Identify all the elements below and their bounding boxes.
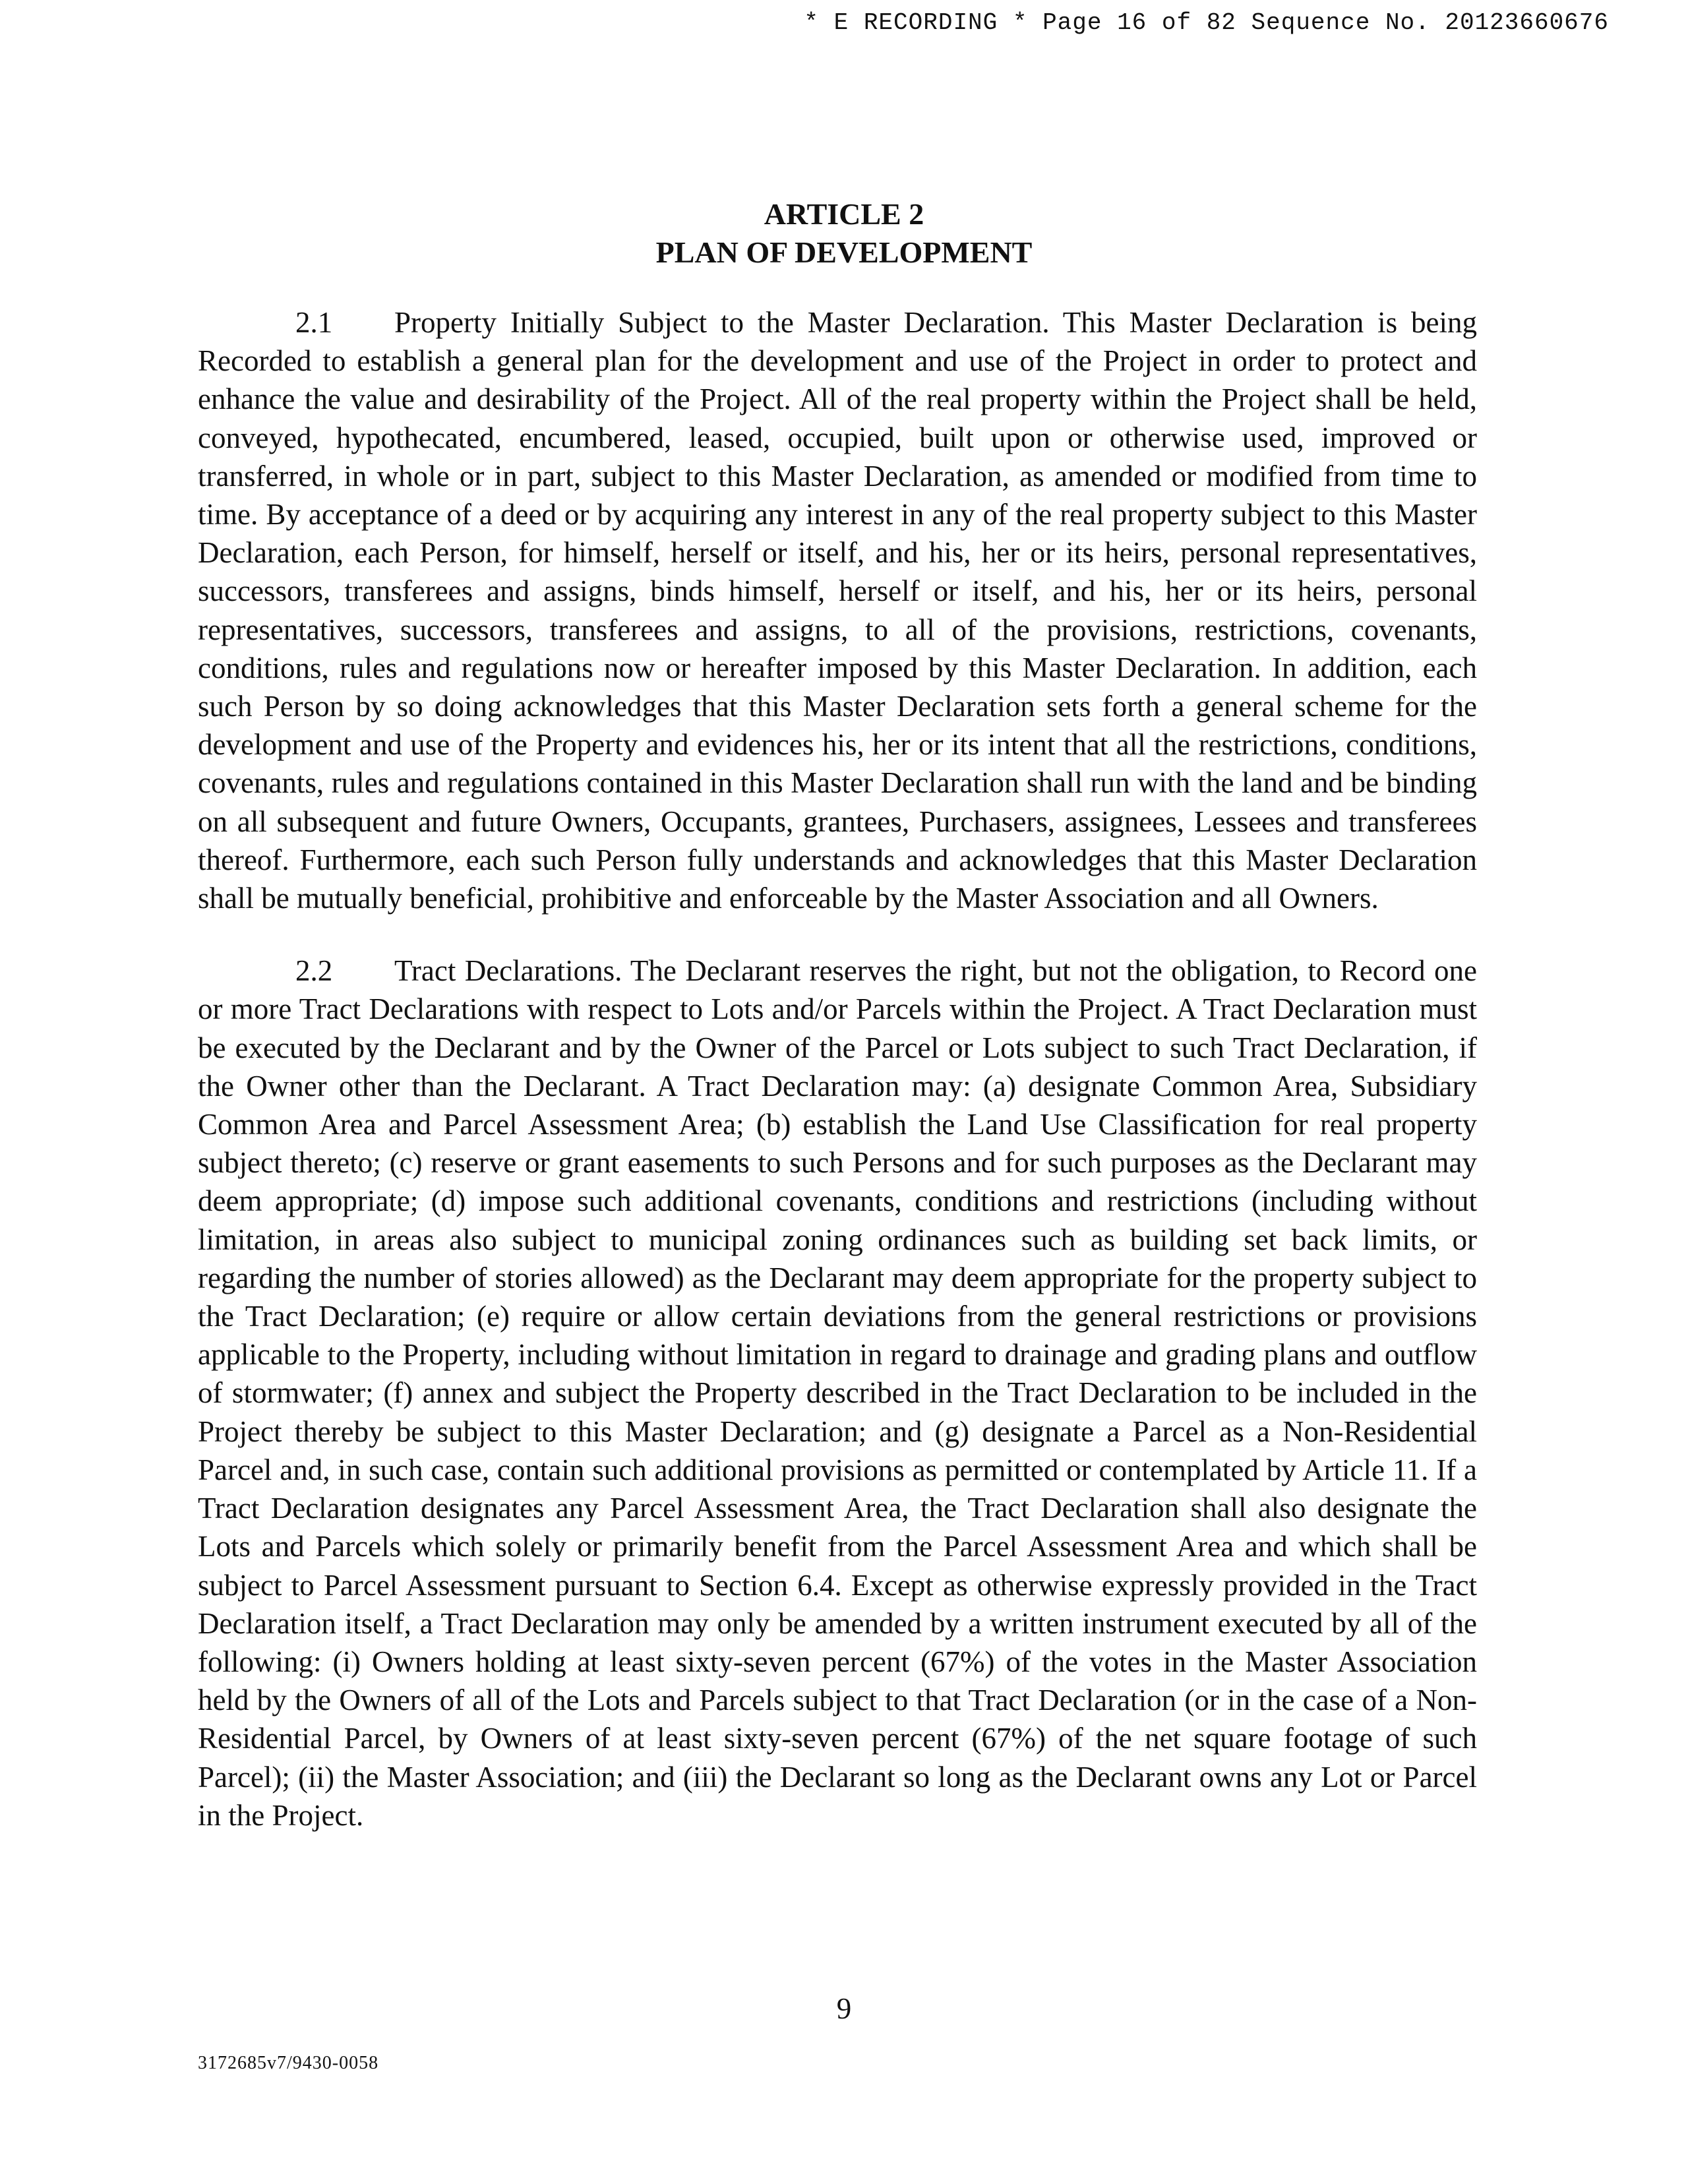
section-text: Tract Declarations. The Declarant reserves the right, but not the obligation, to Record one or more Tract Declarations with respect to Lots and/or Parcels within the Project. A Tract Declaration must be executed by the Declarant and by the Owner of the Parcel or Lots subject to such Tract Declaration, if the Owner other than the Declarant. A Tract Declaration may: (a) designate Common Area, Subsidiary Common Area and Parcel Assessment Area; (b) establish the Land Use Classification for real property subject thereto; (c) reserve or grant easements to such Persons and for such purposes as the Declarant may deem appropriate; (d) impose such additional covenants, conditions and restrictions (including without limitation, in areas also subject to municipal zoning ordinances such as building set back limits, or regarding the number of stories allowed) as the Declarant may deem appropriate for the property subject to the Tract Declaration; (e) require or allow certain deviations from the general restrictions or provisions applicable to the Property, including without limitation in regard to drainage and grading plans and outflow of stormwater; (f) annex and subject the Property described in the Tract Declaration to be included in the Project thereby be subject to this Master Declaration; and (g) designate a Parcel as a Non-Residential Parcel and, in such case, contain such additional provisions as permitted or contemplated by Article 11. If a Tract Declaration designates any Parcel Assessment Area, the Tract Declaration shall also designate the Lots and Parcels which solely or primarily benefit from the Parcel Assessment Area and which shall be subject to Parcel Assessment pursuant to Section 6.4. Except as otherwise expressly provided in the Tract Declaration itself, a Tract Declaration may only be amended by a written instrument executed by all of the following: (i) Owners holding at least sixty-seven percent (67%) of the votes in the Master Association held by the Owners of all of the Lots and Parcels subject to that Tract Declaration (or in the case of a Non-Residential Parcel, by Owners of at least sixty-seven percent (67%) of the net square footage of such Parcel); (ii) the Master Association; and (iii) the Declarant so long as the Declarant owns any Lot or Parcel in the Project. [198,954,1477,1832]
section-number: 2.2 [295,954,333,988]
article-number: ARTICLE 2 [764,197,924,231]
section-text: Property Initially Subject to the Master Declaration. This Master Declaration is being Recorded to establish a general plan for the development and use of the Project in order to protect and enhance the value and desirability of the Project. All of the real property within the Project shall be held, conveyed, hypothecated, encumbered, leased, occupied, built upon or otherwise used, improved or transferred, in whole or in part, subject to this Master Declaration, as amended or modified from time to time. By acceptance of a deed or by acquiring any interest in any of the real property subject to this Master Declaration, each Person, for himself, herself or itself, and his, her or its heirs, personal representatives, successors, transferees and assigns, binds himself, herself or itself, and his, her or its heirs, personal representatives, successors, transferees and assigns, to all of the provisions, restrictions, covenants, conditions, rules and regulations now or hereafter imposed by this Master Declaration. In addition, each such Person by so doing acknowledges that this Master Declaration sets forth a general scheme for the development and use of the Property and evidences his, her or its intent that all the restrictions, conditions, covenants, rules and regulations contained in this Master Declaration shall run with the land and be binding on all subsequent and future Owners, Occupants, grantees, Purchasers, assignees, Lessees and transferees thereof. Furthermore, each such Person fully understands and acknowledges that this Master Declaration shall be mutually beneficial, prohibitive and enforceable by the Master Association and all Owners. [198,306,1477,915]
recording-stamp: * E RECORDING * Page 16 of 82 Sequence No. 20123660676 [804,9,1609,36]
article-title: PLAN OF DEVELOPMENT [655,235,1033,269]
article-heading [0,195,1688,272]
page-number: 9 [836,1992,852,2025]
section-2-1 [198,303,1477,917]
section-2-2 [198,952,1477,1835]
document-body [198,303,1477,1835]
document-id: 3172685v7/9430-0058 [198,2053,379,2073]
section-number: 2.1 [295,306,333,339]
